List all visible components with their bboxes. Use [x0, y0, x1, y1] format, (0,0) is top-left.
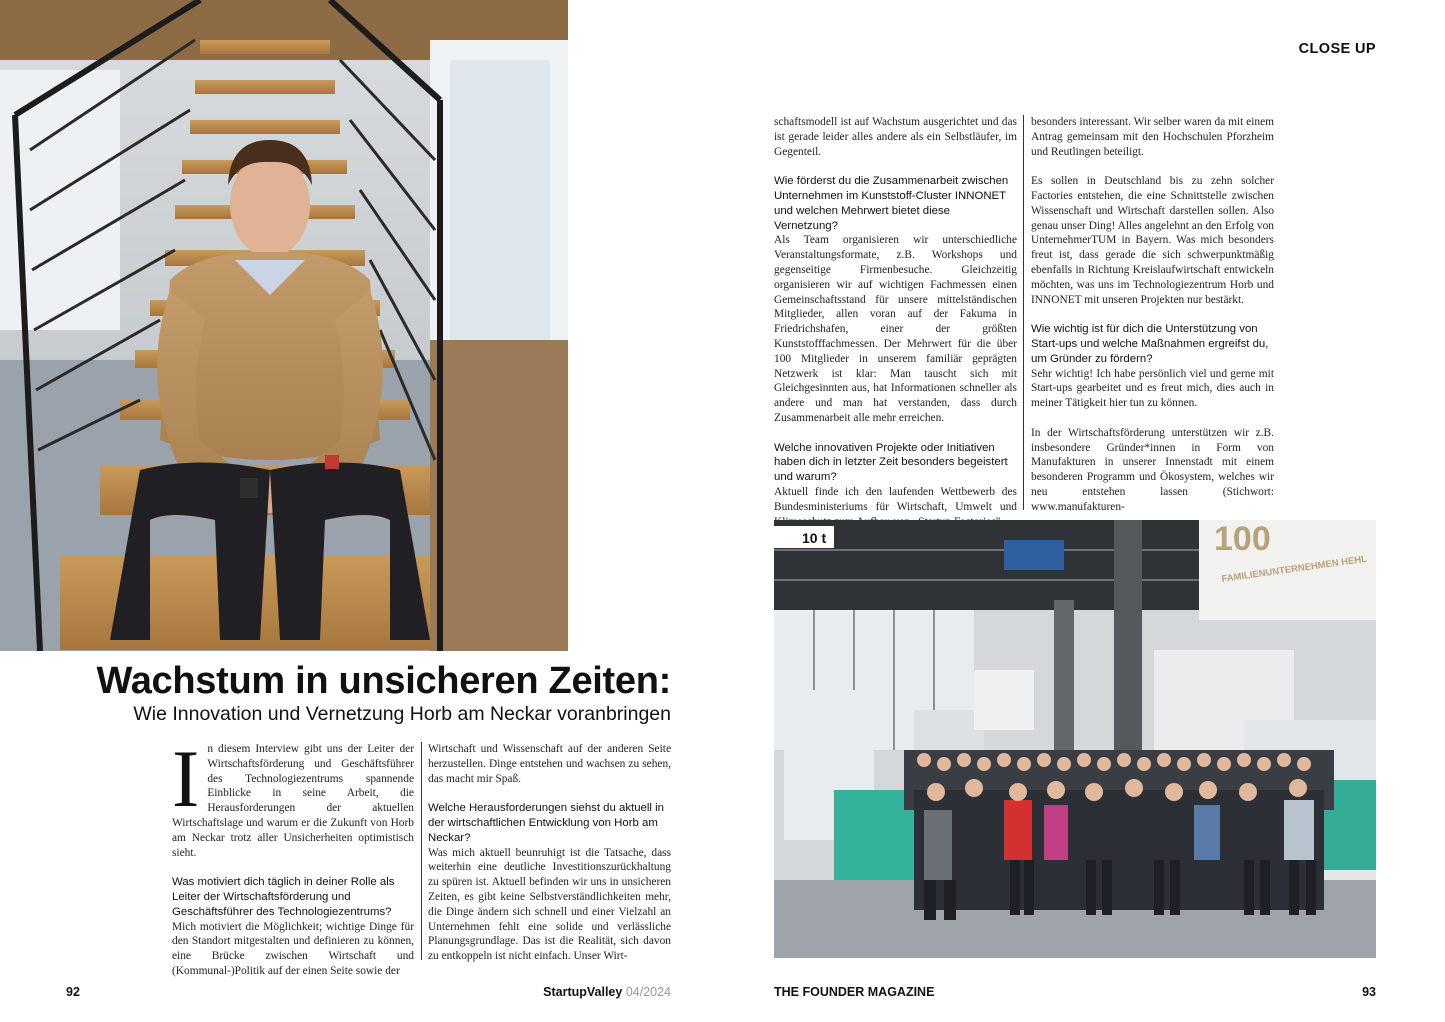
answer-3: Als Team organisieren wir unterschiedliche Veranstaltungsformate, z.B. Workshops und gegenseitige Firmenbesuche. Gleichzeitig organisieren wir auf wichtigen Fachmessen einen Gemeinschaftsstand für unsere mittelständischen Mitglieder, allen voran auf der Fakuma in Friedrichshafen, einer der größten Kunststofffachmessen. Der Mehrwert für die über 100 Mitglieder in unserem familiär geprägten Netzwerk ist klar: Man tauscht sich mit Gleichgesinnten aus, hat Informationen schneller als andere und man hat verstanden, dass durch Zusammenarbeit alle mehr erreichen.	[774, 234, 1017, 424]
answer-4-paragraph-2: Es sollen in Deutschland bis zu zehn solcher Factories entstehen, die eine Schnittstelle zwischen Wissenschaft und Wirtschaft darstellen sollen. Also genau unser Ding! Alles angelehnt an den Erfolg von UnternehmerTUM in Bayern. Was mich besonders freut ist, dass gerade die sich schwerpunktmäßig ebenfalls in Richtung Kreislaufwirtschaft entwickeln möchten, was uns im Technologiezentrum Horb und INNONET mit unseren Projekten nur bestärkt.	[1031, 175, 1274, 306]
answer-2-continued: schaftsmodell ist auf Wachstum ausgerichtet und das ist gerade leider alles andere als ein Selbstläufer, im Gegenteil.	[774, 116, 1017, 158]
portrait-illustration	[0, 0, 568, 651]
footer-brand-issue	[505, 985, 671, 999]
column-divider-left	[421, 742, 422, 960]
right-page-number: 93	[1362, 985, 1376, 999]
question-2: Welche Herausforderungen siehst du aktuell in der wirtschaftlichen Entwicklung von Horb am Neckar?	[428, 802, 664, 844]
drop-cap: I	[172, 733, 200, 824]
answer-1: Mich motiviert die Möglichkeit; wichtige Dinge für den Standort mitgestalten und definieren zu können, eine Brücke zwischen Wirtschaft und (Kommunal-)Politik auf der einen Seite sowie der	[172, 920, 414, 977]
right-column-2	[1031, 115, 1274, 515]
column-divider-right	[1023, 115, 1024, 510]
left-column-1	[172, 733, 414, 979]
footer-issue: 04/2024	[625, 985, 671, 999]
footer-brand: StartupValley	[543, 985, 623, 999]
group-illustration	[774, 520, 1376, 958]
banner-number: 100	[1214, 520, 1271, 558]
question-4: Welche innovativen Projekte oder Initiativen haben dich in letzter Zeit besonders begeistert und warum?	[774, 441, 1008, 484]
answer-2: Was mich aktuell beunruhigt ist die Tatsache, dass weiterhin eine deutliche Investitionszurückhaltung zu spüren ist. Aktuell befinden wir uns in unsicheren Zeiten, es gibt keine Selbstverständlichkeiten mehr, die Dinge ändern sich schnell und einer Vielzahl an Unternehmen fehlt eine solide und verlässliche Planungsgrundlage. Das ist die Realität, sich davon zu entkoppeln ist nicht einfach. Unser Wirt-	[428, 846, 671, 963]
left-page-number: 92	[66, 985, 80, 999]
question-5: Wie wichtig ist für dich die Unterstützung von Start-ups und welche Maßnahmen ergreifst du, um Gründer zu fördern?	[1031, 323, 1269, 365]
article-title: Wachstum in unsicheren Zeiten:	[96, 660, 671, 702]
question-3: Wie förderst du die Zusammenarbeit zwischen Unternehmen im Kunststoff-Cluster INNONET und welchen Mehrwert bietet diese Vernetzung?	[774, 175, 1009, 232]
answer-5: Sehr wichtig! Ich habe persönlich viel und gerne mit Start-ups gearbeitet und es freut mich, dies auch in meiner Tätigkeit hier tun zu können.	[1031, 367, 1274, 410]
left-column-2	[428, 742, 671, 964]
crane-load-sign: 10 t	[802, 530, 827, 546]
answer-1-continued: Wirtschaft und Wissenschaft auf der anderen Seite herzustellen. Dinge entstehen und wachsen zu sehen, das macht mir Spaß.	[428, 743, 671, 785]
question-1: Was motiviert dich täglich in deiner Rolle als Leiter der Wirtschaftsförderung und Geschäftsführer des Technologiezentrums?	[172, 876, 395, 918]
article-subtitle: Wie Innovation und Vernetzung Horb am Neckar voranbringen	[133, 703, 671, 725]
portrait-photo	[0, 0, 568, 651]
answer-4-continued: besonders interessant. Wir selber waren da mit einem Antrag gemeinsam mit den Hochschulen Pforzheim und Reutlingen beteiligt.	[1031, 116, 1274, 158]
section-tag: CLOSE UP	[1298, 41, 1376, 57]
right-column-1	[774, 115, 1017, 529]
answer-4: Aktuell finde ich den laufenden Wettbewerb des Bundesministeriums für Wirtschaft, Umwelt und	[774, 485, 1017, 513]
group-photo	[774, 520, 1376, 958]
intro-paragraph: n diesem Interview gibt uns der Leiter der Wirtschaftsförderung und Geschäftsführer des Technologiezentrums spannende Einblicke in seine Arbeit, die Herausforderungen der aktuellen Wirtschaftslage und warum er die Zukunft von Horb am Neckar trotz aller Unsicherheiten optimistisch sieht.	[172, 743, 414, 859]
footer-magazine-name: THE FOUNDER MAGAZINE	[774, 985, 935, 999]
answer-5-paragraph-2: In der Wirtschaftsförderung unterstützen wir z.B. insbesondere Gründer*innen in Form von Manufakturen in unserer Innenstadt mit einem besonderen Programm und Ökosystem, welches wir neu entstehen lassen (Stichwort: www.manufakturen-	[1031, 426, 1274, 513]
banner-text: FAMILIENUNTERNEHMEN HEHL	[1220, 553, 1368, 585]
